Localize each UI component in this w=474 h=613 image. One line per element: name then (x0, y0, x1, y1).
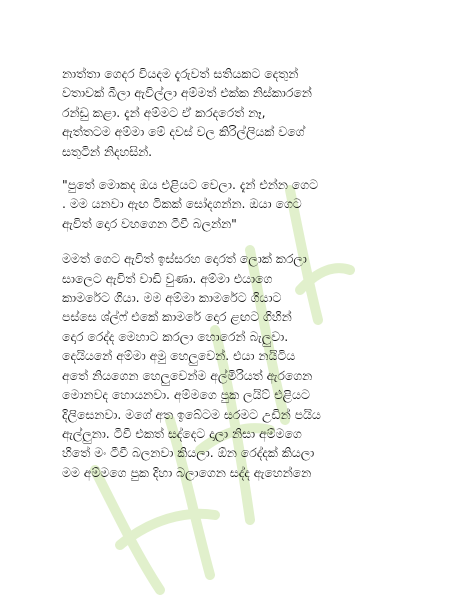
text-line: පස්සෙ ශ්ල්ෆ් එකේ කාමරේ දොර ළඟට ගිහින් (62, 309, 292, 325)
paragraph-1 (62, 64, 434, 161)
text-line: අතේ නියගෙන හෙලුවෙන්ම අල්මිරියත් ඇරගෙන (62, 367, 313, 383)
text-line: රන්ඩු කළා. දැන් අම්මට ඒ කරදරෙත් නෑ, (62, 104, 266, 120)
text-line: සාලෙට ඇවිත් වාඩි වුණා. අම්මා එයාගෙ (62, 270, 273, 286)
text-line: "පුතේ මොකද ඔය එළියට වෙලා. දැන් එන්න ගෙට (62, 177, 318, 193)
text-line: හිතේ මං ටීවී බලනවා කියලා. ඕන රෙද්දක් කියලා (62, 445, 315, 461)
watermark-stroke-1 (95, 470, 160, 590)
body-text (62, 64, 434, 482)
text-line: දිලිසෙනවා. මගේ අත ඉබේටම සරමට උඩින් පයිය (62, 406, 321, 422)
watermark-stroke-6 (120, 514, 215, 545)
text-line: ඇල්ලුනා. ටීවී එකත් සද්දෙට දාලා නිසා අම්මගෙ (62, 425, 302, 441)
text-line: ඇත්තටම අම්මා මේ දවස් වල කිරිල්ලියක් වගේ (62, 124, 305, 140)
text-line: . මම යනවා ඇඟ ටිකක් සෝදගන්න. ඔයා ගෙට (62, 196, 302, 212)
paragraph-2 (62, 175, 434, 233)
text-line: සතුටින් නිදහසින්. (62, 143, 153, 159)
text-line: නාත්තා ගෙදර වියදම දැරුවත් සතියකට දෙතුන් (62, 66, 299, 81)
text-line: දොර රෙද්ද මෙහාට කරලා හොරෙන් බැලුවා. (62, 328, 289, 344)
text-line: මමත් ගෙට ඇවිත් ඉස්සරහ දොරත් ලොක් කරලා (62, 251, 307, 267)
text-line: මොනවද හොයනවා. අම්මගෙ පුක ලයිට් එළියට (62, 387, 310, 403)
text-line: මම අම්මගෙ පුක දිහා බලාගෙන සද්ද ඇහෙන්නෙ (62, 464, 312, 480)
text-line: ඇවිත් දොර වහගෙන ටීවී බලන්න" (62, 215, 237, 231)
text-line: කාමරේට ගියා. මම අම්මා කාමරේට ගියාට (62, 290, 282, 306)
text-line: වතාවක් බීලා ඇවිල්ලා අම්මත් එක්ක නිස්කාරනේ (62, 85, 312, 101)
paragraph-3 (62, 249, 434, 482)
text-line: දෙයියනේ අම්මා අමු හෙලුවෙන්. එයා නයිටිය (62, 348, 296, 364)
